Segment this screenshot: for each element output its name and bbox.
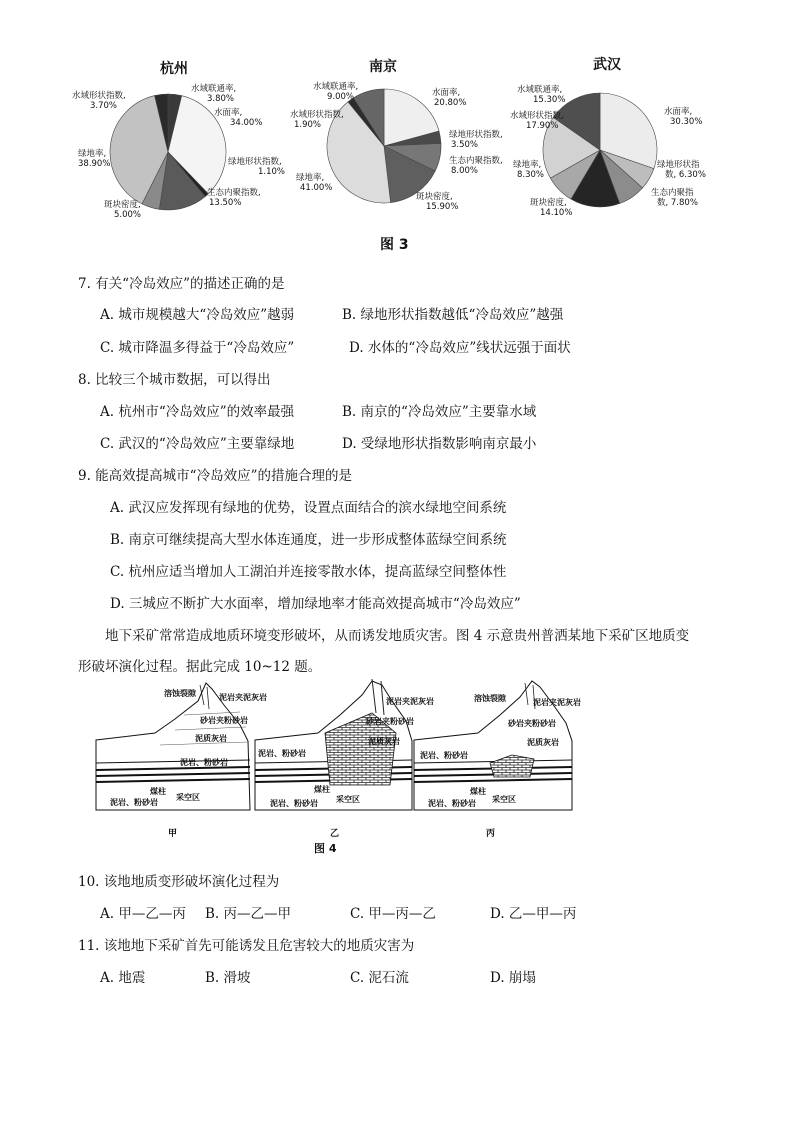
label-nj-green-rate: 绿地率, 41.00%	[296, 173, 333, 193]
q7-option-c: C. 城市降温多得益于“冷岛效应”	[100, 340, 295, 356]
label-wh-patch-density: 斑块密度, 14.10%	[530, 198, 573, 218]
panel-yi-name: 乙	[330, 829, 340, 839]
label-hz-green-rate: 绿地率, 38.90%	[78, 149, 111, 169]
label-hz-cohesion: 生态内聚指数, 13.50%	[207, 188, 261, 208]
label-hz-green-shape: 绿地形状指数, 1.10%	[228, 157, 286, 177]
yi-goaf: 采空区	[336, 795, 360, 804]
q9-option-c: C. 杭州应适当增加人工湖泊并连接零散水体，提高蓝绿空间整体性	[110, 564, 507, 580]
q8-option-c: C. 武汉的“冷岛效应”主要靠绿地	[100, 436, 295, 452]
q8-option-a: A. 杭州市“冷岛效应”的效率最强	[100, 404, 295, 420]
q8-option-d: D. 受绿地形状指数影响南京最小	[342, 436, 537, 452]
label-hz-connectivity: 水域联通率, 3.80%	[191, 84, 237, 104]
bing-layer-5: 泥岩、粉砂岩	[428, 799, 476, 808]
label-nj-cohesion: 生态内聚指数, 8.00%	[449, 156, 503, 176]
label-wh-cohesion: 生态内聚指 数, 7.80%	[651, 188, 698, 208]
q8-stem: 8. 比较三个城市数据，可以得出	[78, 372, 271, 388]
q11-option-b: B. 滑坡	[205, 970, 251, 986]
yi-coal-pillar: 煤柱	[314, 785, 330, 794]
bing-crack-label: 溶蚀裂隙	[474, 694, 506, 703]
q11-option-c: C. 泥石流	[350, 970, 409, 986]
yi-layer-3: 泥质灰岩	[368, 737, 400, 746]
jia-crack-label: 溶蚀裂隙	[164, 689, 196, 698]
label-wh-green-shape: 绿地形状指 数, 6.30%	[657, 160, 706, 180]
jia-layer-5: 泥岩、粉砂岩	[110, 798, 158, 807]
q10-option-c: C. 甲—丙—乙	[350, 906, 436, 922]
bing-layer-2: 砂岩夹粉砂岩	[508, 719, 556, 728]
panel-jia-name: 甲	[168, 829, 178, 839]
intro-line-1: 地下采矿常常造成地质环境变形破坏，从而诱发地质灾害。图 4 示意贵州普洒某地下采矿区地质变	[105, 628, 690, 644]
label-nj-water-shape: 水域形状指数, 1.90%	[290, 110, 344, 130]
label-wh-connectivity: 水域联通率, 15.30%	[517, 85, 566, 105]
label-wh-water-shape: 水域形状指数, 17.90%	[510, 111, 564, 131]
figure-4-caption: 图 4	[314, 842, 337, 855]
q7-stem: 7. 有关“冷岛效应”的描述正确的是	[78, 276, 285, 292]
jia-layer-2: 砂岩夹粉砂岩	[200, 716, 248, 725]
pie-title-nanjing: 南京	[369, 59, 397, 75]
q9-option-a: A. 武汉应发挥现有绿地的优势，设置点面结合的滨水绿地空间系统	[110, 500, 507, 516]
yi-layer-4: 泥岩、粉砂岩	[258, 749, 306, 758]
bing-goaf: 采空区	[492, 795, 516, 804]
label-wh-green-rate: 绿地率, 8.30%	[513, 160, 545, 180]
q7-option-a: A. 城市规模越大“冷岛效应”越弱	[100, 307, 295, 323]
figure-3-caption: 图 3	[380, 237, 409, 253]
jia-coal-pillar: 煤柱	[150, 787, 166, 796]
label-nj-green-shape: 绿地形状指数, 3.50%	[449, 130, 503, 150]
q7-option-b: B. 绿地形状指数越低“冷岛效应”越强	[342, 307, 564, 323]
q9-option-d: D. 三城应不断扩大水面率，增加绿地率才能高效提高城市“冷岛效应”	[110, 596, 521, 612]
label-hz-patch-density: 斑块密度, 5.00%	[104, 200, 142, 220]
bing-coal-pillar: 煤柱	[470, 787, 486, 796]
yi-layer-5: 泥岩、粉砂岩	[270, 799, 318, 808]
label-hz-water-rate: 水面率, 34.00%	[214, 108, 263, 128]
label-nj-water-rate: 水面率, 20.80%	[432, 88, 467, 108]
label-hz-water-shape: 水域形状指数, 3.70%	[72, 91, 126, 111]
label-nj-connectivity: 水域联通率, 9.00%	[313, 82, 359, 102]
yi-layer-1: 泥岩夹泥灰岩	[386, 697, 434, 706]
panel-bing-name: 丙	[486, 829, 496, 839]
bing-layer-3: 泥质灰岩	[527, 738, 559, 747]
q10-option-d: D. 乙—甲—丙	[490, 906, 577, 922]
q8-option-b: B. 南京的“冷岛效应”主要靠水域	[342, 404, 537, 420]
q7-option-d: D. 水体的“冷岛效应”线状远强于面状	[349, 340, 571, 356]
q10-option-a: A. 甲—乙—丙	[100, 906, 186, 922]
pie-title-wuhan: 武汉	[593, 57, 621, 73]
q11-option-a: A. 地震	[100, 970, 146, 986]
jia-layer-4: 泥岩、粉砂岩	[180, 758, 228, 767]
jia-goaf: 采空区	[176, 793, 200, 802]
pie-nanjing	[327, 89, 441, 203]
jia-layer-3: 泥质灰岩	[195, 734, 227, 743]
q11-option-d: D. 崩塌	[490, 970, 536, 986]
label-nj-patch-density: 斑块密度, 15.90%	[416, 192, 459, 212]
bing-layer-1: 泥岩夹泥灰岩	[533, 698, 581, 707]
bing-layer-4: 泥岩、粉砂岩	[420, 751, 468, 760]
pie-title-hangzhou: 杭州	[160, 61, 188, 77]
q10-option-b: B. 丙—乙—甲	[205, 906, 292, 922]
jia-layer-1: 泥岩夹泥灰岩	[219, 693, 267, 702]
q9-stem: 9. 能高效提高城市“冷岛效应”的措施合理的是	[78, 468, 352, 484]
yi-layer-2: 砂岩夹粉砂岩	[366, 717, 414, 726]
label-wh-water-rate: 水面率, 30.30%	[664, 107, 703, 127]
q10-stem: 10. 该地地质变形破坏演化过程为	[78, 874, 280, 890]
q9-option-b: B. 南京可继续提高大型水体连通度，进一步形成整体蓝绿空间系统	[110, 532, 507, 548]
q11-stem: 11. 该地地下采矿首先可能诱发且危害较大的地质灾害为	[78, 938, 415, 954]
intro-line-2: 形破坏演化过程。据此完成 10~12 题。	[78, 659, 322, 675]
